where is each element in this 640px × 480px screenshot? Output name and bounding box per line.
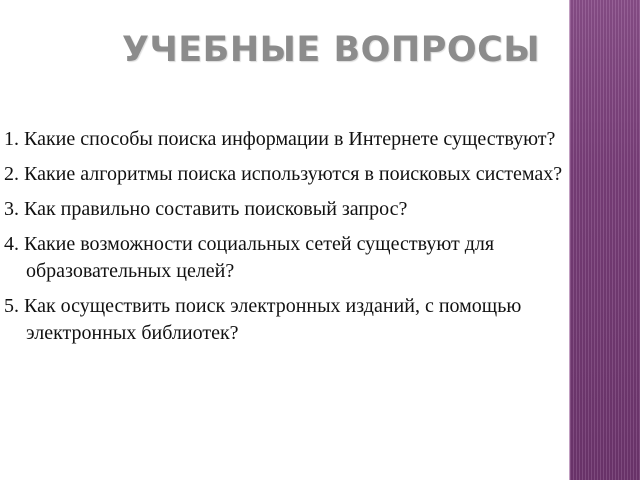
question-item-1: 1. Какие способы поиска информации в Интернете существуют? (4, 128, 556, 150)
decorative-side-band (570, 0, 640, 480)
question-item-4: 4. Какие возможности социальных сетей существуют для образовательных целей? (4, 233, 495, 282)
question-item-3: 3. Как правильно составить поисковый запрос? (4, 198, 408, 220)
questions-list (4, 126, 564, 355)
question-item-5: 5. Как осуществить поиск электронных изданий, с помощью электронных библиотек? (4, 295, 522, 344)
question-item-2: 2. Какие алгоритмы поиска используются в поисковых системах? (4, 163, 563, 185)
slide-title: УЧЕБНЫЕ ВОПРОСЫ (122, 30, 541, 70)
